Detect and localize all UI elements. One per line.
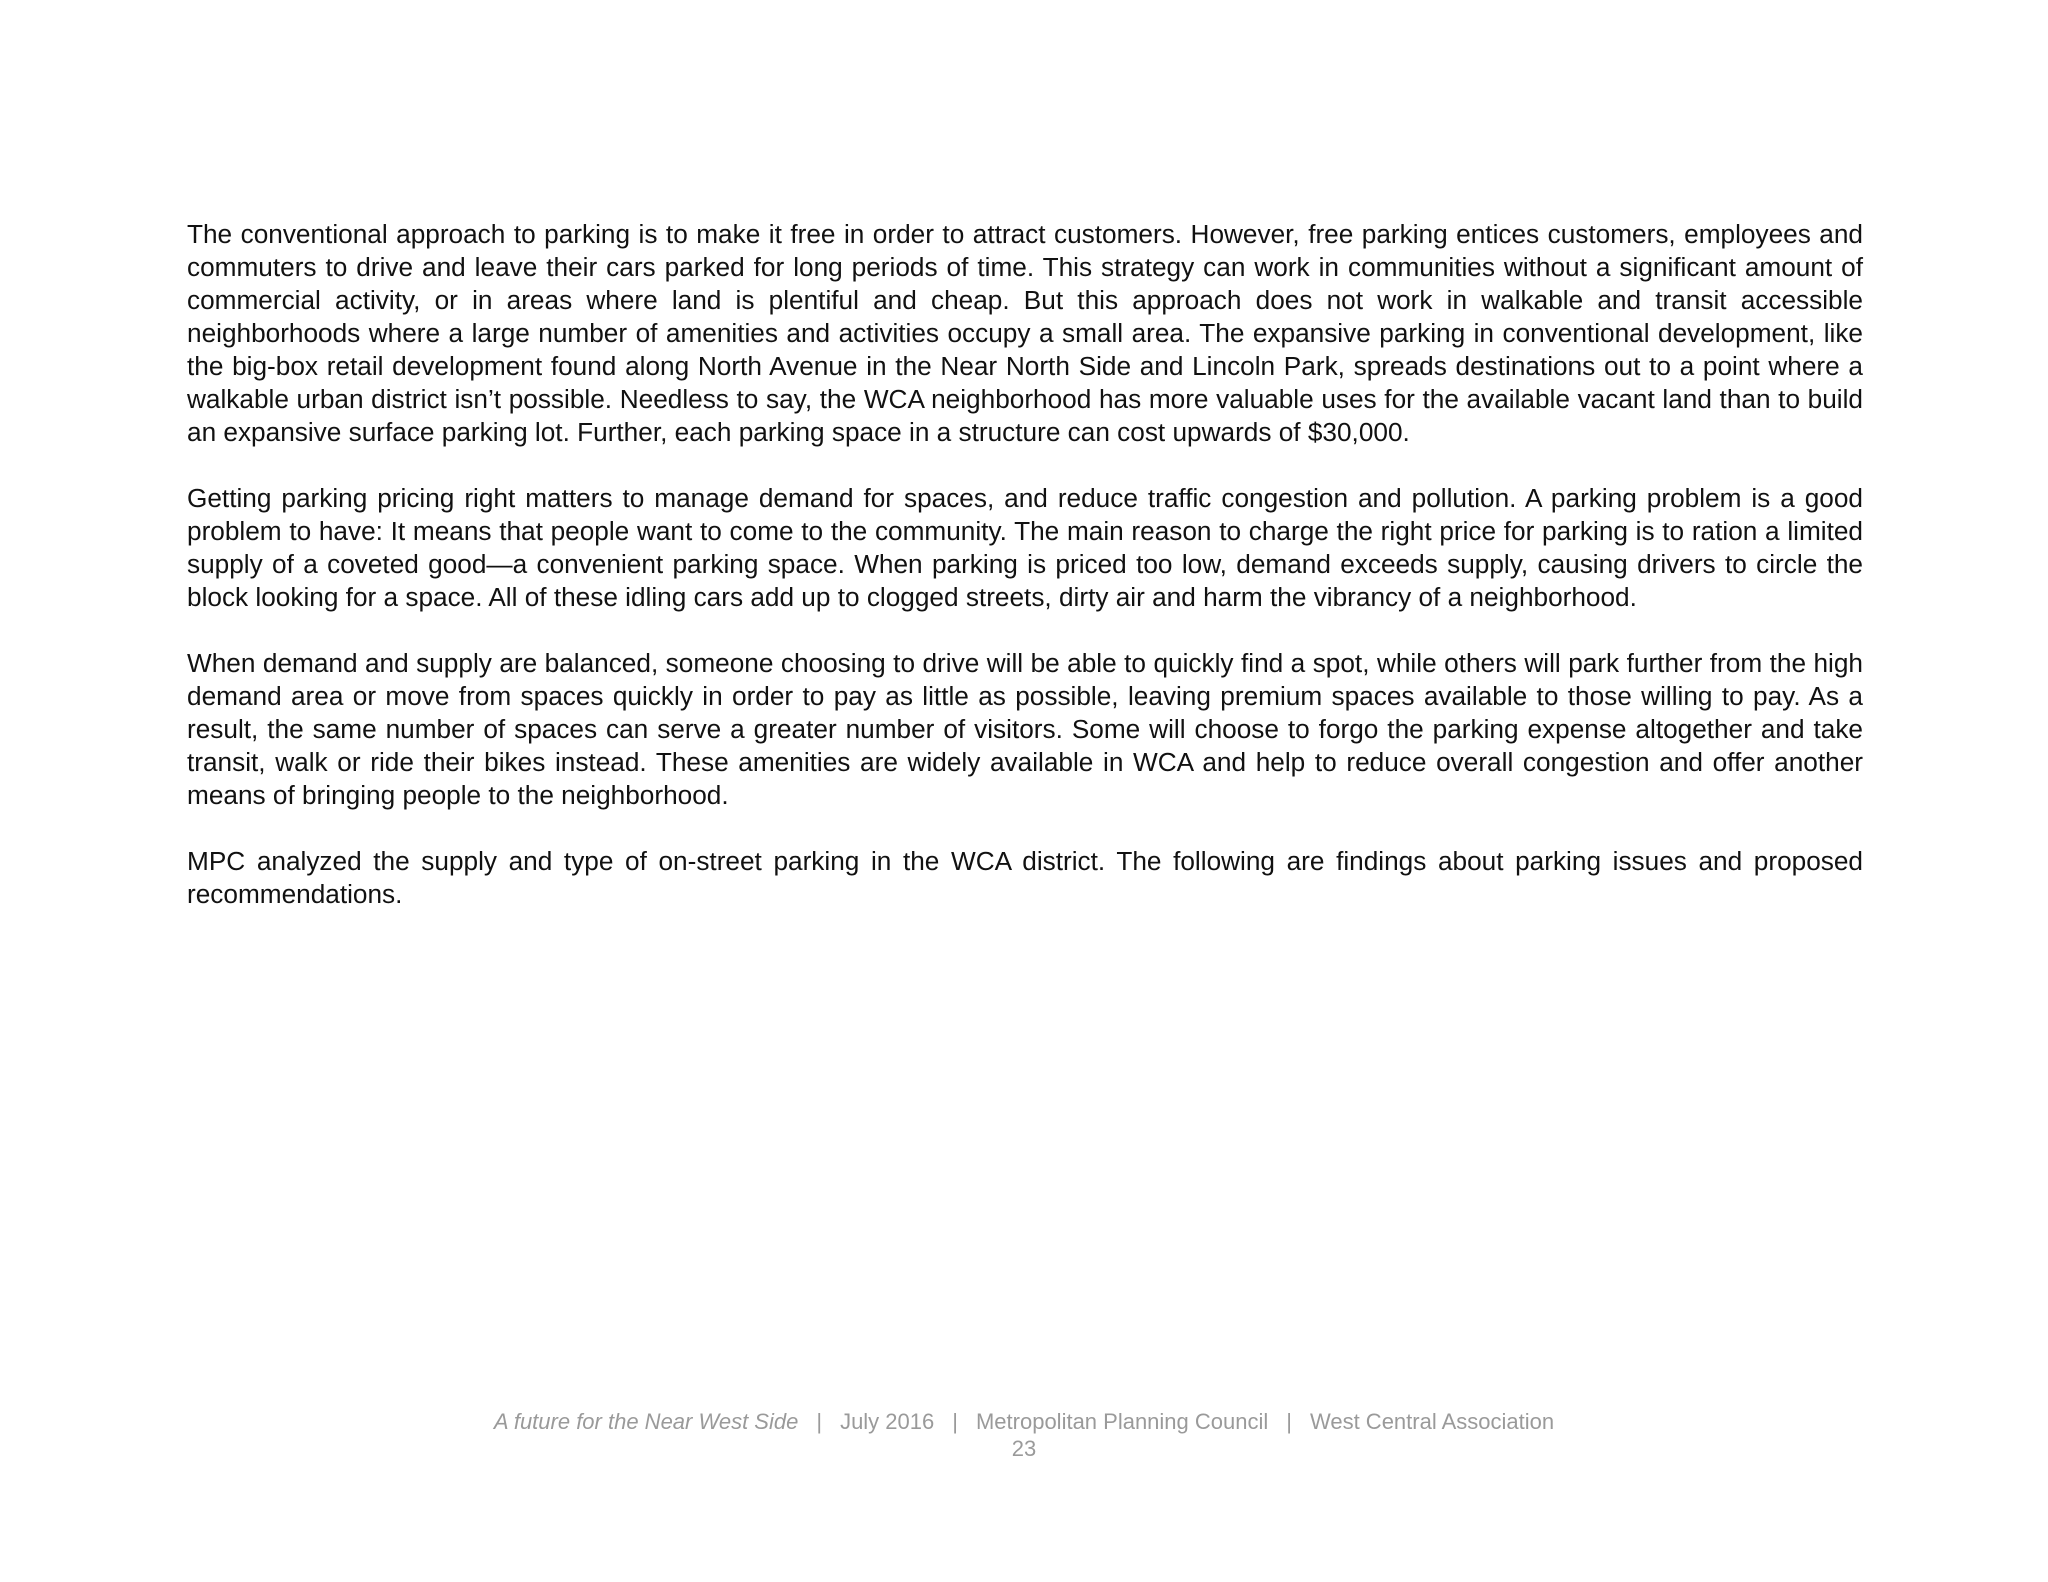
footer-separator: |: [952, 1409, 958, 1434]
paragraph-demand-supply: When demand and supply are balanced, someone choosing to drive will be able to quickly find a spot, while others will park further from the high demand area or move from spaces quickly in order to pay as little as possible, leaving premium spaces available to those willing to pay. As a result, the same number of spaces can serve a greater number of visitors. Some will choose to forgo the parking expense altogether and take transit, walk or ride their bikes instead. These amenities are widely available in WCA and help to reduce overall congestion and offer another means of bringing people to the neighborhood.: [187, 648, 1863, 810]
paragraph-parking-pricing: Getting parking pricing right matters to manage demand for spaces, and reduce traffic congestion and pollution. A parking problem is a good problem to have: It means that people want to come to the community. The main reason to charge the right price for parking is to ration a limited supply of a coveted good—a convenient parking space. When parking is priced too low, demand exceeds supply, causing drivers to circle the block looking for a space. All of these idling cars add up to clogged streets, dirty air and harm the vibrancy of a neighborhood.: [187, 483, 1863, 612]
footer-line: [0, 1408, 2048, 1436]
footer-org-mpc: Metropolitan Planning Council: [975, 1409, 1269, 1434]
page-footer: [0, 1408, 2048, 1462]
page-number: 23: [1011, 1436, 1037, 1461]
footer-separator: |: [816, 1409, 823, 1434]
paragraph-mpc-analysis: MPC analyzed the supply and type of on-street parking in the WCA district. The following are findings about parking issues and proposed recommendations.: [187, 846, 1863, 909]
footer-report-title: A future for the Near West Side: [493, 1409, 799, 1434]
footer-org-wca: West Central Association: [1309, 1409, 1555, 1434]
footer-date: July 2016: [840, 1409, 935, 1434]
paragraph-conventional-parking: The conventional approach to parking is to make it free in order to attract customers. However, free parking entices customers, employees and commuters to drive and leave their cars parked for long periods of time. This strategy can work in communities without a significant amount of commercial activity, or in areas where land is plentiful and cheap. But this approach does not work in walkable and transit accessible neighborhoods where a large number of amenities and activities occupy a small area. The expansive parking in conventional development, like the big-box retail development found along North Avenue in the Near North Side and Lincoln Park, spreads destinations out to a point where a walkable urban district isn’t possible. Needless to say, the WCA neighborhood has more valuable uses for the available vacant land than to build an expansive surface parking lot. Further, each parking space in a structure can cost upwards of $30,000.: [187, 219, 1863, 447]
footer-separator: |: [1286, 1409, 1292, 1434]
body-text: [187, 218, 1863, 944]
